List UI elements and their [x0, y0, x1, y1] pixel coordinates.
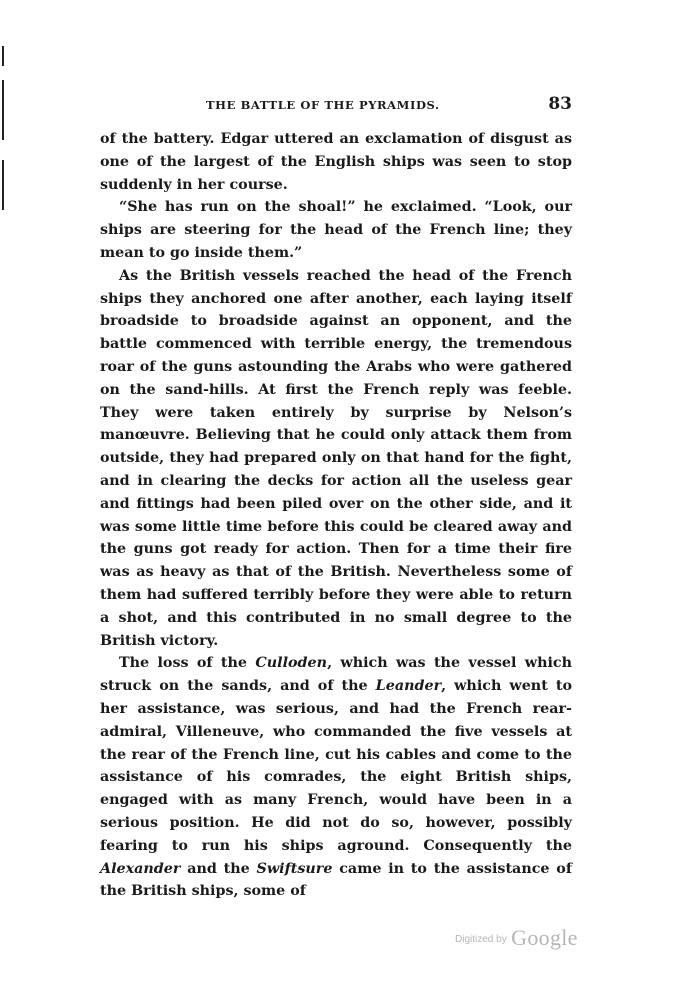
ship-name-italic: Leander	[375, 678, 442, 695]
paragraph	[100, 652, 572, 903]
ship-name-italic: Alexander	[100, 860, 181, 877]
text-run: The loss of the	[119, 655, 256, 672]
text-run: of the battery. Edgar uttered an exclamation of disgust as one of the largest of the English ships was seen to stop suddenly in her course.	[100, 131, 572, 193]
paragraph	[100, 128, 572, 196]
paragraph	[100, 265, 572, 653]
page-number: 83	[548, 94, 572, 114]
watermark-prefix: Digitized by	[455, 934, 507, 945]
text-run: As the British vessels reached the head of the French ships they anchored one after another, each laying itself broadside to broadside against an opponent, and the battle commenced with terrible energy, the tremendous roar of the guns astounding the Arabs who were gathered on the sand-hills. At first the French reply was feeble. They were taken entirely by surprise by Nelson’s manœuvre. Believing that he could only attack them from outside, they had prepared only on that hand for the fight, and in clearing the decks for action all the useless gear and fittings had been piled over on the other side, and it was some little time before this could be cleared away and the guns got ready for action. Then for a time their fire was as heavy as that of the British. Nevertheless some of them had suffered terribly before they were able to return a shot, and this contributed in no small degree to the British victory.	[100, 267, 572, 649]
running-head: THE BATTLE OF THE PYRAMIDS.	[206, 98, 440, 112]
text-run: , which went to her assistance, was serious, and had the French rear-admiral, Villeneuve, who commanded the five vessels at the rear of the French line, cut his cables and come to the assistance of his comrades, the eight British ships, engaged with as many French, would have been in a serious position. He did not do so, however, possibly fearing to run his ships aground. Consequently the	[100, 678, 572, 854]
ship-name-italic: Swiftsure	[256, 860, 333, 877]
google-logo: Google	[511, 925, 578, 950]
ship-name-italic: Culloden	[255, 655, 328, 672]
page-edge-marks	[0, 40, 12, 220]
body-text	[100, 128, 572, 903]
digitized-by-google-watermark	[455, 925, 578, 951]
text-run: and the	[180, 860, 257, 877]
paragraph	[100, 196, 572, 264]
text-run: , which was the vessel which struck on the sands, and of the	[100, 655, 573, 695]
text-run: came in to the assistance of the British ships, some of	[100, 860, 572, 900]
page-header	[100, 94, 572, 116]
text-run: “She has run on the shoal!” he exclaimed. “Look, our ships are steering for the head of the French line; they mean to go inside them.”	[100, 199, 572, 261]
